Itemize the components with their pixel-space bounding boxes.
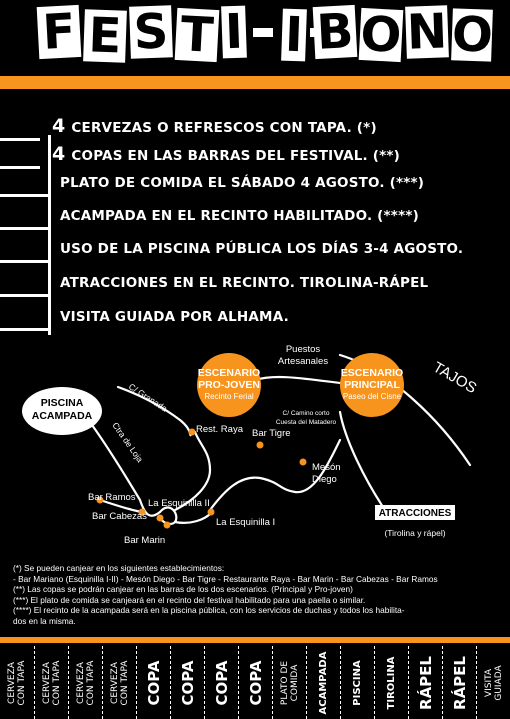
ticket-stub: [102, 646, 137, 719]
meson-marker: [300, 459, 307, 466]
item-line: [0, 138, 40, 141]
esquinilla1-label: La Esquinilla I: [216, 517, 276, 528]
item-label: PLATO DE COMIDA EL SÁBADO 4 AGOSTO. (***): [60, 175, 425, 191]
title-letter: O: [451, 6, 494, 64]
ticket-stub: [306, 646, 341, 719]
item-line: [0, 194, 50, 197]
camino-label: Cuesta del Matadero: [275, 419, 337, 426]
escenario-joven-label: PRO-JOVEN: [198, 379, 260, 391]
ticket-label: CERVEZA CON TAPA: [42, 660, 62, 705]
title-letter: S: [129, 5, 173, 58]
escenario-principal-label: PRINCIPAL: [344, 379, 400, 391]
piscina-label: PISCINA: [40, 397, 84, 409]
road-esquinilla: [175, 512, 212, 523]
festival-title: [0, 0, 510, 70]
title-letter: I: [221, 6, 247, 59]
bar-tigre-label: Bar Tigre: [252, 428, 291, 439]
rest-raya-marker: [189, 429, 196, 436]
route-map: [0, 340, 510, 560]
rest-raya-label: Rest. Raya: [196, 424, 243, 435]
ticket-label: RÁPEL: [417, 655, 435, 710]
item-label: ATRACCIONES EN EL RECINTO. TIROLINA-RÁPEL: [60, 275, 429, 291]
atracciones-label: ATRACCIONES: [378, 508, 452, 519]
footnotes: [13, 563, 503, 627]
item-text: [60, 241, 463, 257]
footnote-line: (***) El plato de comida se canjeará en el recinto del festival habilitado para una paella o similar.: [13, 594, 366, 605]
ticket-label: COPA: [247, 660, 265, 705]
tajos-label: TAJOS: [430, 358, 480, 398]
ticket-stub: [34, 646, 69, 719]
item-line: [0, 260, 50, 263]
granada-label: C/ Granada: [126, 381, 170, 414]
footnote-line: (**) Las copas se podrán canjear en las barras de los dos escenarios. (Principal y Pro-joven): [13, 584, 353, 595]
item-line: [0, 294, 50, 297]
piscina-label: ACAMPADA: [31, 410, 93, 422]
escenario-principal-sub: Paseo del Cisne: [342, 392, 402, 401]
ticket-stub: [0, 646, 34, 719]
ticket-label: TIROLINA: [386, 656, 397, 709]
ticket-stub: [476, 646, 510, 719]
title-dash: [253, 28, 273, 37]
orange-divider-top: [0, 76, 510, 89]
title-letter: E: [83, 9, 127, 62]
title-letter: F: [37, 5, 82, 59]
ticket-stub: [340, 646, 375, 719]
ticket-stub: [408, 646, 443, 719]
item-text: [60, 309, 289, 325]
item-text: [60, 175, 424, 191]
list-ladder-line: [48, 135, 51, 335]
loja-label: Ctra de Loja: [110, 420, 146, 465]
esquinilla1-marker: [208, 509, 215, 516]
meson-label: Diego: [312, 474, 337, 485]
footnote-line: (*) Se pueden canjear en los siguientes establecimientos:: [13, 563, 225, 573]
road-atracciones: [340, 412, 385, 510]
item-label: USO DE LA PISCINA PÚBLICA LOS DÍAS 3-4 AGOSTO.: [60, 241, 464, 257]
item-line: [0, 227, 50, 230]
puestos-label: Artesanales: [277, 356, 329, 367]
item-label: ACAMPADA EN EL RECINTO HABILITADO. (****): [60, 208, 419, 224]
ticket-stub: [204, 646, 239, 719]
title-letter: T: [175, 8, 220, 62]
ticket-label: CERVEZA CON TAPA: [76, 660, 96, 705]
ticket-label: VISITA GUIADA: [484, 664, 504, 701]
item-line: [0, 166, 40, 169]
orange-divider-bottom: [0, 637, 510, 643]
puestos-label: Puestos: [285, 344, 321, 355]
item-number: 4: [52, 115, 66, 137]
atracciones-sub: (Tirolina y rápel): [384, 528, 446, 538]
item-label: COPAS EN LAS BARRAS DEL FESTIVAL. (**): [71, 148, 401, 164]
escenario-joven-label: ESCENARIO: [197, 367, 261, 379]
bar-cabezas-marker: [157, 515, 164, 522]
item-label: VISITA GUIADA POR ALHAMA.: [60, 309, 289, 325]
bar-ramos-label: Bar Ramos: [88, 492, 136, 503]
meson-label: Mesón: [312, 462, 341, 473]
list-item: [0, 273, 429, 311]
road-puestos: [255, 377, 340, 383]
item-text: [60, 208, 419, 224]
ticket-stub: [442, 646, 477, 719]
escenario-principal-label: ESCENARIO: [340, 367, 404, 379]
title-letter: N: [405, 3, 449, 61]
esquinilla2-label: La Esquinilla II: [148, 498, 210, 509]
ticket-label: PLATO DE COMIDA: [280, 660, 300, 705]
item-text: [52, 115, 377, 137]
ticket-label: PISCINA: [352, 659, 363, 706]
item-label: CERVEZAS O REFRESCOS CON TAPA. (*): [71, 120, 377, 136]
ticket-label: CERVEZA CON TAPA: [7, 660, 27, 705]
title-letter: B: [313, 5, 358, 59]
road-granada: [118, 387, 192, 435]
ticket-label: COPA: [213, 660, 231, 705]
ticket-label: RÁPEL: [451, 655, 469, 710]
item-line: [0, 328, 50, 331]
ticket-strip: [0, 646, 510, 719]
item-text: [60, 275, 428, 291]
ticket-stub: [238, 646, 273, 719]
ticket-stub: [170, 646, 205, 719]
ticket-label: COPA: [179, 660, 197, 705]
bar-marin-label: Bar Marin: [124, 535, 166, 546]
bar-marin-marker: [164, 522, 171, 529]
footnote-line: - Bar Mariano (Esquinilla I-II) - Mesón Diego - Bar Tigre - Restaurante Raya - Bar Marin - Bar Cabezas - Bar Ramos: [13, 573, 438, 584]
bar-tigre-marker: [257, 442, 264, 449]
ticket-label: CERVEZA CON TAPA: [110, 660, 130, 705]
title-letter: O: [359, 5, 403, 65]
ticket-stub: [374, 646, 409, 719]
item-text: [52, 143, 400, 165]
ticket-stub: [272, 646, 307, 719]
list-item: [0, 239, 464, 277]
bar-cabezas-label: Bar Cabezas: [92, 511, 147, 522]
ticket-stub: [136, 646, 171, 719]
title-letter: I: [281, 9, 307, 62]
escenario-joven-sub: Recinto Ferial: [204, 392, 254, 401]
road-loja: [92, 425, 176, 524]
item-number: 4: [52, 143, 66, 165]
ticket-label: COPA: [145, 660, 163, 705]
ticket-stub: [68, 646, 103, 719]
ticket-label: ACAMPADA: [318, 651, 329, 714]
footnote-line: dos en la misma.: [13, 615, 76, 626]
camino-label: C/ Camino corto: [282, 410, 330, 417]
footnote-line: (****) El recinto de la acampada será en la piscina pública, con los servicios de duchas y todos los habilita-: [13, 605, 405, 616]
